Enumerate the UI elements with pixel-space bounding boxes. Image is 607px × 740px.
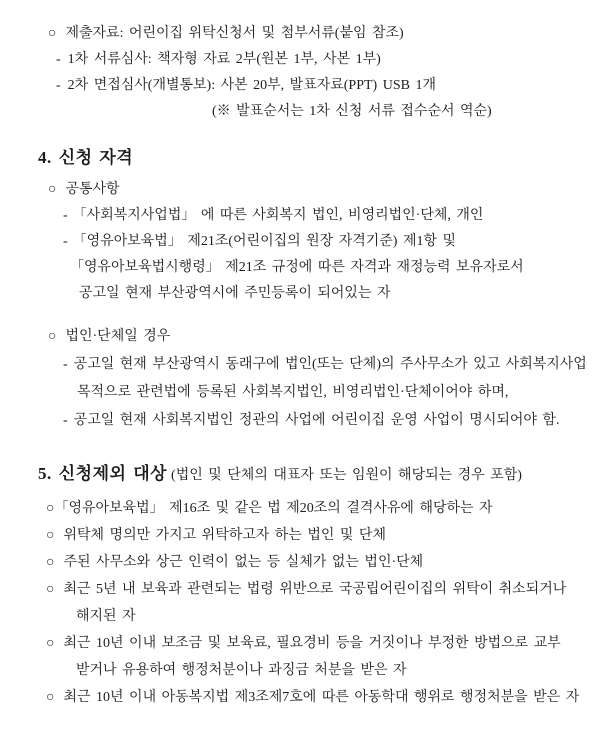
circle-bullet: ○: [46, 555, 55, 570]
section-number: 4.: [38, 148, 52, 167]
list-item: [0, 177, 607, 203]
section-title: 신청 자격: [58, 148, 134, 167]
circle-bullet: ○: [46, 636, 55, 651]
dash-bullet: -: [56, 52, 61, 67]
section-5-heading: [0, 461, 607, 489]
list-item: [0, 203, 607, 229]
line-text: 공고일 현재 부산광역시 동래구에 법인(또는 단체)의 주사무소가 있고 사회복지사업: [73, 357, 587, 372]
list-item: [0, 351, 607, 379]
common-requirements-block: [0, 177, 607, 307]
continuation-line: [0, 255, 607, 281]
line-text: 제출자료: 어린이집 위탁신청서 및 첨부서류(붙임 참조): [65, 26, 404, 41]
list-item: [0, 21, 607, 47]
line-text: 1차 서류심사: 책자형 자료 2부(원본 1부, 사본 1부): [67, 52, 381, 67]
circle-bullet: ○: [46, 582, 55, 597]
line-text: (※ 발표순서는 1차 신청 서류 접수순서 역순): [212, 104, 492, 119]
dash-bullet: -: [56, 78, 61, 93]
list-item: [0, 47, 607, 73]
exclusion-list-block: [0, 495, 607, 711]
section-title-note: (법인 및 단체의 대표자 또는 임원이 해당되는 경우 포함): [171, 468, 522, 483]
line-text: 해지된 자: [76, 609, 136, 624]
line-text: 최근 10년 이내 보조금 및 보육료, 필요경비 등을 거짓이나 부정한 방법으로 교부: [63, 636, 561, 651]
line-text: 「영유아보육법」 제21조(어린이집의 원장 자격기준) 제1항 및: [72, 234, 457, 249]
dash-bullet: -: [63, 413, 68, 428]
line-text: 「영유아보육법」 제16조 및 같은 법 제20조의 결격사유에 해당하는 자: [54, 501, 493, 516]
continuation-line: [0, 379, 607, 407]
section-title: 신청제외 대상: [58, 464, 168, 483]
list-item: [0, 684, 607, 711]
list-item: [0, 495, 607, 522]
continuation-line: [0, 657, 607, 684]
line-text: 위탁체 명의만 가지고 위탁하고자 하는 법인 및 단체: [63, 528, 386, 543]
dash-bullet: -: [63, 234, 68, 249]
circle-bullet: ○: [46, 501, 55, 516]
list-item: [0, 549, 607, 576]
continuation-line: [0, 281, 607, 307]
dash-bullet: -: [63, 357, 68, 372]
dash-bullet: -: [63, 208, 68, 223]
circle-bullet: ○: [48, 26, 57, 41]
list-item: [0, 73, 607, 99]
line-text: 최근 5년 내 보육과 관련되는 법령 위반으로 국공립어린이집의 위탁이 취소되거나: [63, 582, 567, 597]
line-text: 최근 10년 이내 아동복지법 제3조제7호에 따른 아동학대 행위로 행정처분을 받은 자: [63, 690, 580, 705]
list-item: [0, 630, 607, 657]
list-item: [0, 407, 607, 435]
submission-materials-block: [0, 21, 607, 125]
line-text: 법인·단체일 경우: [65, 329, 171, 344]
line-text: 목적으로 관련법에 등록된 사회복지법인, 비영리법인·단체이어야 하며,: [77, 385, 509, 400]
circle-bullet: ○: [46, 528, 55, 543]
section-number: 5.: [38, 464, 52, 483]
corporate-requirements-block: [0, 323, 607, 435]
section-4-heading: [0, 145, 607, 171]
list-item: [0, 229, 607, 255]
line-text: 받거나 유용하여 행정처분이나 과징금 처분을 받은 자: [76, 663, 407, 678]
note-line: [0, 99, 607, 125]
line-text: 주된 사무소와 상근 인력이 없는 등 실체가 없는 법인·단체: [63, 555, 424, 570]
line-text: 2차 면접심사(개별통보): 사본 20부, 발표자료(PPT) USB 1개: [67, 78, 436, 93]
list-item: [0, 522, 607, 549]
circle-bullet: ○: [48, 182, 57, 197]
line-text: 「사회복지사업법」 에 따른 사회복지 법인, 비영리법인·단체, 개인: [72, 208, 484, 223]
line-text: 공고일 현재 사회복지법인 정관의 사업에 어린이집 운영 사업이 명시되어야 함.: [73, 413, 560, 428]
continuation-line: [0, 603, 607, 630]
line-text: 공통사항: [65, 182, 120, 197]
circle-bullet: ○: [46, 690, 55, 705]
line-text: 공고일 현재 부산광역시에 주민등록이 되어있는 자: [79, 286, 391, 301]
list-item: [0, 576, 607, 603]
list-item: [0, 323, 607, 351]
circle-bullet: ○: [48, 329, 57, 344]
line-text: 「영유아보육법시행령」 제21조 규정에 따른 자격과 재정능력 보유자로서: [70, 260, 524, 275]
